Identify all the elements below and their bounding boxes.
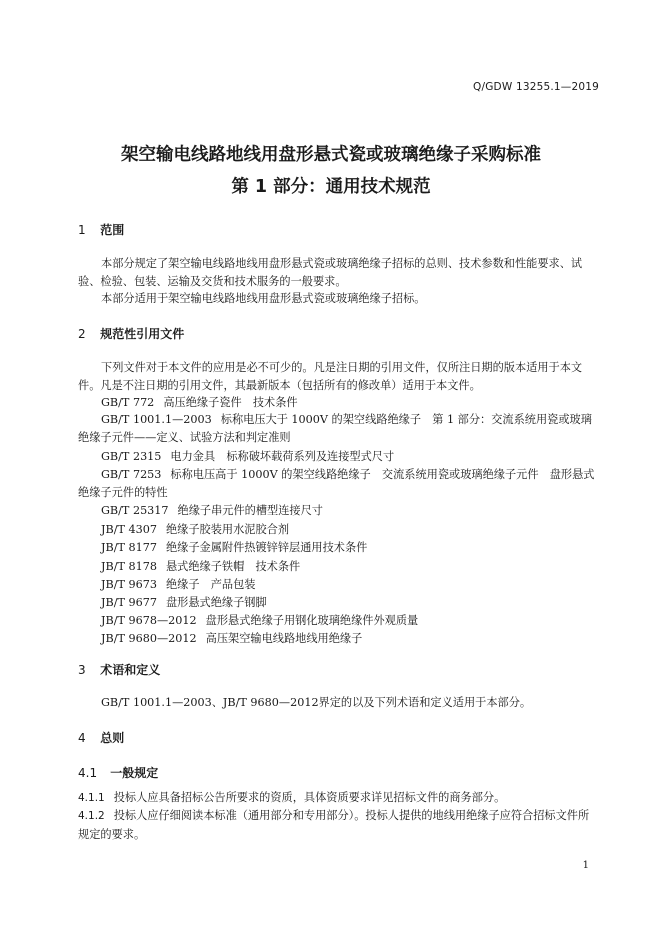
reference-item	[78, 575, 600, 595]
clause-number: 4.1.1	[78, 792, 105, 804]
document-subtitle: 第 1 部分：通用技术规范	[231, 177, 431, 197]
reference-item	[78, 501, 600, 521]
subsection-number: 4.1	[78, 766, 98, 780]
reference-title: 标称电压大于 1000V 的架空线路绝缘子 第 1 部分：交流系统用瓷或玻璃绝缘子元件——定义、试验方法和判定准则	[78, 413, 592, 444]
section-title: 规范性引用文件	[100, 327, 185, 341]
reference-title: 盘形悬式绝缘子钢脚	[165, 596, 267, 609]
section-1-paragraph-1: 本部分规定了架空输电线路地线用盘形悬式瓷或玻璃绝缘子招标的总则、技术参数和性能要求、试验、检验、包装、运输及交货和技术服务的一般要求。	[78, 257, 583, 288]
reference-item	[78, 447, 600, 467]
reference-title: 绝缘子胶装用水泥胶合剂	[165, 523, 290, 536]
reference-code: GB/T 772	[101, 396, 155, 409]
reference-title: 绝缘子串元件的槽型连接尺寸	[177, 504, 323, 517]
section-2-heading	[78, 325, 184, 342]
reference-code: JB/T 9678—2012	[101, 614, 197, 627]
section-number: 2	[78, 327, 86, 341]
reference-item	[78, 393, 600, 413]
reference-title: 悬式绝缘子铁帽 技术条件	[165, 560, 301, 573]
section-3-heading	[78, 661, 160, 678]
section-4-heading	[78, 729, 124, 746]
reference-item	[78, 466, 600, 501]
clause-number: 4.1.2	[78, 810, 105, 822]
reference-code: JB/T 8177	[101, 541, 157, 554]
reference-code: JB/T 8178	[101, 560, 157, 573]
reference-code: JB/T 9673	[101, 578, 157, 591]
clause-text: 投标人应具备招标公告所要求的资质，具体资质要求详见招标文件的商务部分。	[113, 791, 506, 804]
clause-4-1-2	[78, 807, 600, 843]
page-number: 1	[582, 860, 589, 871]
section-1-heading	[78, 221, 124, 238]
reference-code: GB/T 25317	[101, 504, 169, 517]
section-title: 术语和定义	[100, 663, 161, 677]
subsection-4-1-heading	[78, 764, 158, 781]
reference-code: JB/T 9677	[101, 596, 157, 609]
reference-title: 绝缘子金属附件热镀锌锌层通用技术条件	[165, 541, 368, 554]
section-1-paragraph-2: 本部分适用于架空输电线路地线用盘形悬式瓷或玻璃绝缘子招标。	[101, 292, 426, 305]
reference-code: GB/T 1001.1—2003	[101, 413, 212, 426]
section-number: 4	[78, 731, 86, 745]
section-title: 总则	[100, 731, 125, 745]
subsection-title: 一般规定	[110, 766, 159, 780]
reference-title: 电力金具 标称破坏载荷系列及连接型式尺寸	[170, 450, 395, 463]
document-code: Q/GDW 13255.1—2019	[473, 81, 599, 93]
reference-code: JB/T 4307	[101, 523, 157, 536]
reference-title: 高压绝缘子瓷件 技术条件	[163, 396, 298, 409]
clause-text: 投标人应仔细阅读本标准（通用部分和专用部分）。投标人提供的地线用绝缘子应符合招标文件所规定的要求。	[78, 809, 590, 841]
reference-item	[78, 538, 600, 558]
reference-item	[78, 557, 600, 577]
reference-item	[78, 611, 600, 631]
document-title: 架空输电线路地线用盘形悬式瓷或玻璃绝缘子采购标准	[121, 145, 541, 165]
reference-title: 高压架空输电线路地线用绝缘子	[205, 632, 363, 645]
section-title: 范围	[100, 223, 125, 237]
section-number: 1	[78, 223, 86, 237]
reference-code: JB/T 9680—2012	[101, 632, 197, 645]
section-2-intro: 下列文件对于本文件的应用是必不可少的。凡是注日期的引用文件，仅所注日期的版本适用于本文件。凡是不注日期的引用文件，其最新版本（包括所有的修改单）适用于本文件。	[78, 361, 583, 392]
reference-item	[78, 593, 600, 613]
clause-4-1-1	[78, 789, 600, 808]
reference-title: 盘形悬式绝缘子用钢化玻璃绝缘件外观质量	[205, 614, 419, 627]
reference-code: GB/T 2315	[101, 450, 162, 463]
section-3-paragraph: GB/T 1001.1—2003、JB/T 9680—2012界定的以及下列术语和定义适用于本部分。	[101, 696, 532, 709]
reference-title: 绝缘子 产品包装	[165, 578, 256, 591]
reference-item	[78, 629, 600, 649]
reference-code: GB/T 7253	[101, 468, 162, 481]
reference-title: 标称电压高于 1000V 的架空线路绝缘子 交流系统用瓷或玻璃绝缘子元件 盘形悬式绝缘子元件的特性	[78, 468, 595, 499]
reference-item	[78, 520, 600, 540]
reference-item	[78, 411, 600, 446]
section-number: 3	[78, 663, 86, 677]
